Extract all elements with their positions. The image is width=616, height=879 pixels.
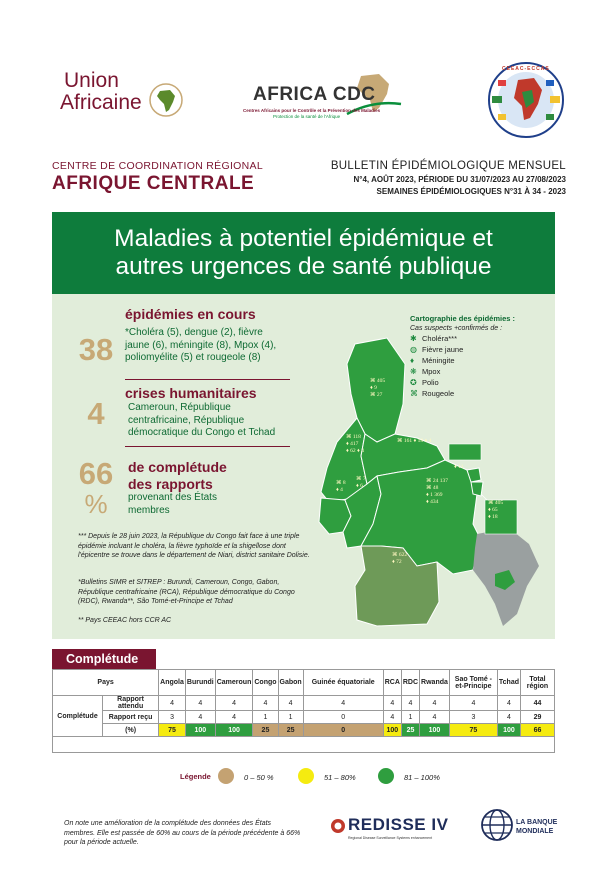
legend-text-medium: 51 – 80% [324,773,356,782]
note-ceeac: ** Pays CEEAC hors CCR AC [78,617,172,624]
col-header: Burundi [185,670,215,696]
table-cell: 4 [185,711,215,724]
map-value: ♦ 6 [356,483,363,489]
percent-cell: 25 [278,724,303,737]
legend-label: Méningite [422,356,455,365]
legend-dot-low [218,768,234,784]
col-header: Guinée équatoriale [303,670,383,696]
note-bulletins: *Bulletins SIMR et SITREP : Burundi, Cameroun, Congo, Gabon, République centrafricaine (RCA), République démocratique du Congo (RDC), Rwanda**, São Tomé-et-Principe et Tchad [78,579,295,605]
percent-sign: % [84,489,108,519]
map-value: ⌘ 7 [356,476,366,482]
percent-cell: 75 [449,724,497,737]
world-bank-name [516,818,557,836]
map-legend-title: Cartographie des épidémies : [410,314,516,323]
map-value: ⌘ 24 137 [426,478,448,484]
redisse-name: REDISSE IV [348,815,449,834]
table-cell: 44 [521,696,555,711]
note-congo-epidemic: *** Depuis le 28 juin 2023, la République du Congo fait face à une triple épidémie incluant le choléra, la fièvre typhoïde et la shigellose dont l'épicentre se trouve dans le département de Niari, district sanitaire Dolisie. [78,533,310,559]
table-cell: 4 [215,711,253,724]
summary-panel [52,294,555,639]
banner-line2: autres urgences de santé publique [115,253,492,280]
table-cell: 4 [383,711,401,724]
percent-cell: 75 [159,724,186,737]
region-title: AFRIQUE CENTRALE [52,173,255,194]
world-bank-line1: LA BANQUE [516,819,558,826]
cholera-icon: ✱ [410,334,417,343]
legend-text-low: 0 – 50 % [244,773,274,782]
table-row [53,696,555,711]
africa-cdc-logo [235,70,425,130]
legend-text-high: 81 – 100% [404,773,440,782]
row-label: (%) [103,724,159,737]
col-header: Sao Tomé -et-Principe [449,670,497,696]
map-value: ♦ 72 [392,559,402,565]
africa-cdc-name: AFRICA CDC [253,84,376,105]
table-cell: 4 [159,696,186,711]
col-header: Angola [159,670,186,696]
legend-dot-high [378,768,394,784]
map-value: ♦ 62 ♦ 4 [346,448,364,454]
map-value: ⌘ 161 ♦ 18 ♦ 4 [397,438,432,444]
map-value: ⌘ 118 [346,434,361,440]
legend-label: Rougeole [422,389,455,398]
map-value: ♦ 1 369 [426,492,443,498]
completeness-percent [72,456,120,519]
map-label-burundi [488,500,503,521]
divider [125,446,290,447]
percent-cell: 100 [497,724,520,737]
bulletin-weeks: SEMAINES ÉPIDÉMIOLOGIQUES N°31 À 34 - 2023 [376,187,566,196]
ceeac-emblem-icon [486,60,566,140]
yellow-fever-icon: ◍ [410,345,417,354]
map-label-congo [356,476,366,490]
col-header: Total région [521,670,555,696]
ceeac-logo [486,60,566,140]
legend-dot-medium [298,768,314,784]
table-cell: 4 [420,696,450,711]
table-cell: 3 [159,711,186,724]
table-cell: 4 [253,696,278,711]
map-value: ♦ 434 [426,499,439,505]
map-label-gabon [336,480,346,494]
percent-cell: 25 [401,724,419,737]
percent-cell: 100 [185,724,215,737]
map-label-cameroun [346,434,364,455]
measles-icon: ⌘ [410,389,418,398]
map-value: ♦ 9 [370,385,377,391]
col-header-country: Pays [53,670,159,696]
central-africa-map [277,334,547,634]
legend-label: Mpox [422,367,441,376]
table-cell: 4 [449,696,497,711]
epidemics-count: 38 [78,332,114,367]
map-value: ♦ 65 [488,507,498,513]
table-cell: 4 [303,696,383,711]
col-header: RCA [383,670,401,696]
table-cell: 4 [215,696,253,711]
map-legend-subtitle: Cas suspects +confirmés de : [410,325,503,332]
au-logo-line1: Union [64,69,119,92]
table-cell: 1 [253,711,278,724]
redisse-emblem-icon [330,818,346,834]
redisse-subtitle: Regional Disease Surveillance Systems enhancement [348,836,433,840]
map-label-rwanda [454,464,463,471]
map-value: ♦ 18 [488,514,498,520]
world-bank-line2: MONDIALE [516,828,554,835]
table-cell: 4 [383,696,401,711]
table-header-row [53,670,555,696]
bulletin-title: BULLETIN ÉPIDÉMIOLOGIQUE MENSUEL [330,160,566,172]
legend-title: Légende [180,772,211,781]
title-banner [52,212,555,294]
africa-cdc-line1: Centres Africains pour le Contrôle et la Prévention des Maladies [243,108,381,113]
au-logo-line2: Africaine [60,91,142,114]
table-cell: 4 [420,711,450,724]
table-cell: 0 [303,711,383,724]
row-group-label: Complétude [53,696,103,737]
completeness-number: 66 [78,456,114,491]
empty-row [53,737,555,753]
table-cell: 29 [521,711,555,724]
meningitis-icon: ♦ [410,356,415,365]
map-label-tchad [370,378,385,399]
col-header: Cameroun [215,670,253,696]
table-cell: 4 [278,696,303,711]
crises-text: Cameroun, République centrafricaine, République démocratique du Congo et Tchad [128,402,276,438]
table-cell: 4 [185,696,215,711]
completeness-text: provenant des États membres [128,492,217,516]
percent-cell: 100 [420,724,450,737]
completeness-legend [180,768,560,788]
map-value: ♦ 417 [346,441,359,447]
coordination-centre-header [52,160,292,195]
col-header: Gabon [278,670,303,696]
mpox-icon: ❋ [410,367,417,376]
polio-icon: ✪ [410,378,417,387]
bulletin-period: N°4, AOÛT 2023, PÉRIODE DU 31/07/2023 AU 27/08/2023 [353,175,566,184]
epidemics-title: épidémies en cours [125,306,256,322]
world-bank-logo [480,806,570,848]
legend-label: Fièvre jaune [422,345,464,354]
legend-label: Polio [422,378,439,387]
col-header: Congo [253,670,278,696]
completeness-table [52,669,555,753]
table-cell: 4 [497,696,520,711]
epidemics-text: *Choléra (5), dengue (2), fièvre jaune (6), méningite (8), Mpox (4), poliomyélite (5) et rougeole (8) [125,327,277,363]
map-value: ♦ 4 [336,487,343,493]
africa-cdc-line2: Protection de la santé de l'Afrique [273,114,341,119]
coordination-centre-label: CENTRE DE COORDINATION RÉGIONAL [52,160,263,172]
ceeac-logo-text: CEEAC-ECCAS [502,66,550,72]
table-row-empty [53,737,555,753]
bulletin-header [296,160,566,196]
banner-line1: Maladies à potentiel épidémique et [114,225,493,252]
percent-cell: 100 [383,724,401,737]
col-header: RDC [401,670,419,696]
row-label: Rapport reçu [103,711,159,724]
table-cell: 4 [497,711,520,724]
globe-icon [480,808,514,842]
table-cell: 1 [401,711,419,724]
percent-cell: 100 [215,724,253,737]
redisse-logo [330,812,470,846]
map-value: ♦ 11 [454,464,464,470]
percent-cell: 66 [521,724,555,737]
completeness-title [128,459,227,493]
map-value: ⌘ 27 [370,392,383,398]
legend-label: Choléra*** [422,334,458,343]
rwanda-label-box [449,444,481,460]
map-label-angola [392,552,407,566]
table-cell: 3 [449,711,497,724]
crises-count: 4 [87,396,105,431]
map-value: ⌘ 405 [370,378,386,384]
completeness-title-line1: de complétude [128,459,227,475]
table-row [53,711,555,724]
map-label-rdc [426,478,448,506]
divider [125,379,290,380]
map-value: ⌘ 622 [392,552,408,558]
table-row-percent [53,724,555,737]
map-value: ⌘ 48 [426,485,439,491]
map-value: ⌘ 405 [488,500,504,506]
african-union-logo [60,70,210,130]
footer-note: On note une amélioration de la complétude des données des États membres. Elle est passée de 60% au cours de la période précédente à 66% pour la période actuelle. [64,820,301,846]
percent-cell: 0 [303,724,383,737]
crises-title: crises humanitaires [125,385,257,401]
percent-cell: 25 [253,724,278,737]
col-header: Rwanda [420,670,450,696]
table-cell: 1 [278,711,303,724]
completeness-title-line2: des rapports [128,476,213,492]
map-label-rca [397,438,432,445]
completeness-tag: Complétude [52,649,156,669]
map-value: ⌘ 8 [336,480,346,486]
table-cell: 4 [401,696,419,711]
col-header: Tchad [497,670,520,696]
row-label: Rapport attendu [103,696,159,711]
africa-emblem-icon [148,82,184,118]
